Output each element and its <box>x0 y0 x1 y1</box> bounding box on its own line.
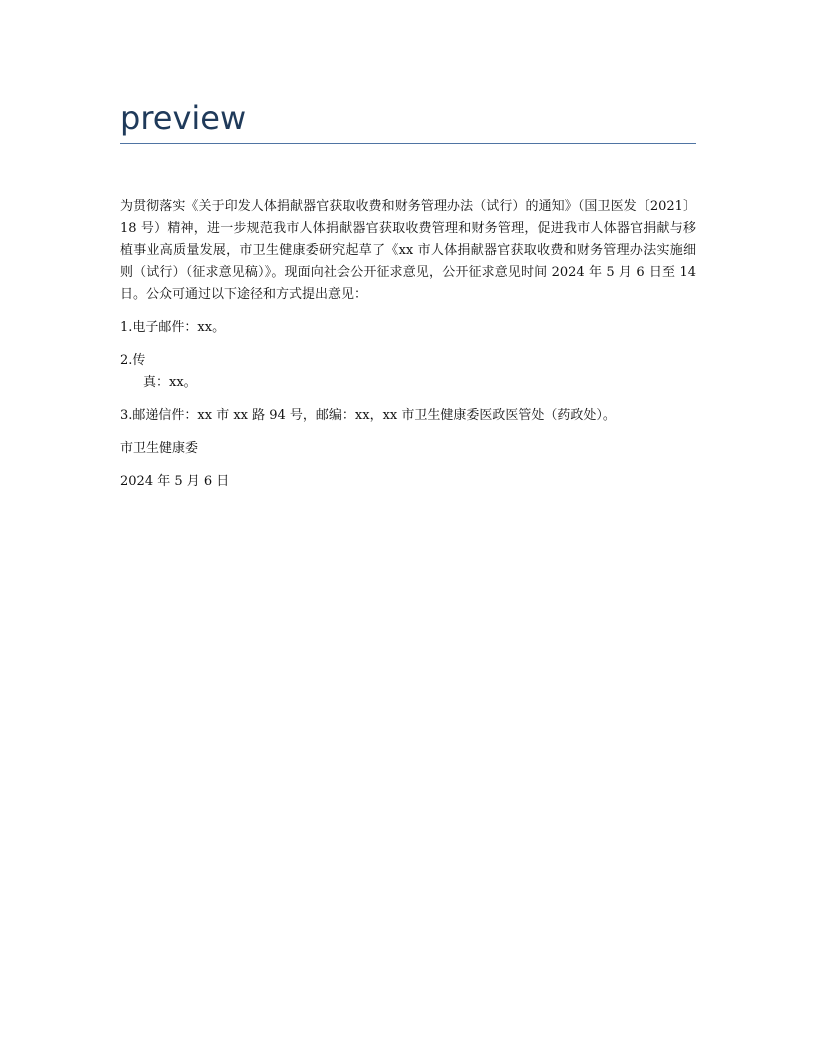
document-title: preview <box>120 99 247 137</box>
fax-label: 2.传 <box>120 353 146 368</box>
fax-line <box>120 350 696 394</box>
email-line: 1.电子邮件：xx。 <box>120 320 226 335</box>
title-divider <box>120 143 696 144</box>
fax-value: 真：xx。 <box>143 375 197 390</box>
intro-paragraph: 为贯彻落实《关于印发人体捐献器官获取收费和财务管理办法（试行）的通知》（国卫医发〔2021〕18 号）精神，进一步规范我市人体捐献器官获取收费管理和财务管理，促进我市人体器官捐献与移植事业高质量发展，市卫生健康委研究起草了《xx 市人体捐献器官获取收费和财务管理办法实施细则（试行）（征求意见稿）》。现面向社会公开征求意见，公开征求意见时间 2024 年 5 月 6 日至 14 日。公众可通过以下途径和方式提出意见： <box>120 199 696 302</box>
mail-line: 3.邮递信件：xx 市 xx 路 94 号，邮编：xx，xx 市卫生健康委医政医管处（药政处）。 <box>120 408 616 423</box>
signature: 市卫生健康委 <box>120 441 199 456</box>
document-date: 2024 年 5 月 6 日 <box>120 474 230 489</box>
document-body <box>120 196 696 504</box>
